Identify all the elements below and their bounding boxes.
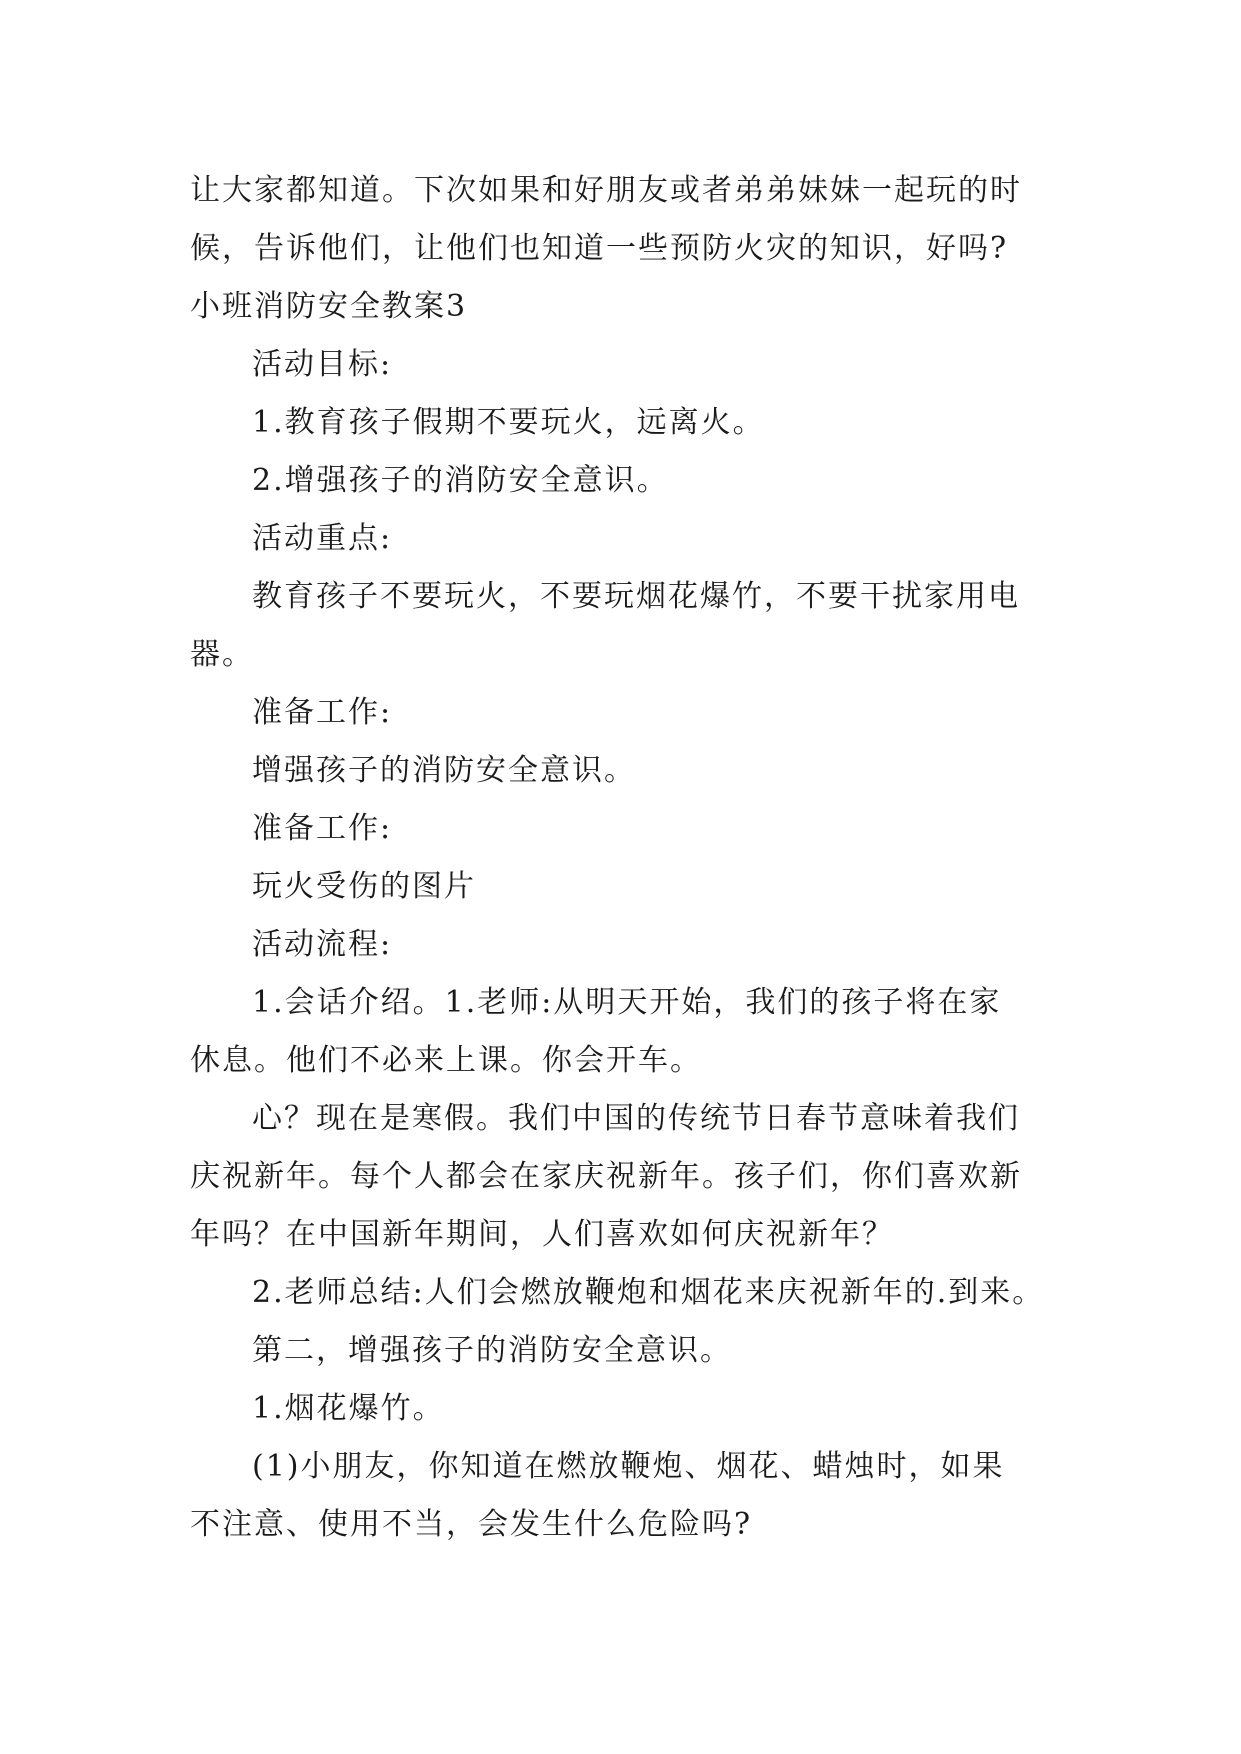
text-line: 准备工作: xyxy=(252,811,393,846)
text-line: 1.教育孩子假期不要玩火，远离火。 xyxy=(252,405,765,440)
text-line: 玩火受伤的图片 xyxy=(252,869,476,904)
text-line: 增强孩子的消防安全意识。 xyxy=(252,753,636,788)
text-line: 小班消防安全教案3 xyxy=(190,289,468,324)
text-line: 候，告诉他们，让他们也知道一些预防火灾的知识，好吗? xyxy=(190,231,1009,266)
text-line: 心？现在是寒假。我们中国的传统节日春节意味着我们 xyxy=(252,1101,1020,1136)
text-line: 活动流程: xyxy=(252,927,393,962)
text-line: 不注意、使用不当，会发生什么危险吗? xyxy=(190,1507,753,1542)
text-line: 器。 xyxy=(190,637,254,672)
text-line: 庆祝新年。每个人都会在家庆祝新年。孩子们，你们喜欢新 xyxy=(190,1159,1022,1194)
text-line: 活动目标: xyxy=(252,347,393,382)
text-line: 让大家都知道。下次如果和好朋友或者弟弟妹妹一起玩的时 xyxy=(190,173,1022,208)
text-line: 1.会话介绍。1.老师:从明天开始，我们的孩子将在家 xyxy=(252,985,1002,1020)
text-line: 2.老师总结:人们会燃放鞭炮和烟花来庆祝新年的.到来。 xyxy=(252,1275,1045,1310)
document-body xyxy=(190,162,1060,1554)
text-line: (1)小朋友，你知道在燃放鞭炮、烟花、蜡烛时，如果 xyxy=(252,1449,1005,1484)
text-line: 活动重点: xyxy=(252,521,393,556)
text-line: 准备工作: xyxy=(252,695,393,730)
text-line: 年吗？在中国新年期间，人们喜欢如何庆祝新年？ xyxy=(190,1217,894,1252)
text-line: 2.增强孩子的消防安全意识。 xyxy=(252,463,669,498)
text-line: 教育孩子不要玩火，不要玩烟花爆竹，不要干扰家用电 xyxy=(252,579,1020,614)
text-line: 休息。他们不必来上课。你会开车。 xyxy=(190,1043,702,1078)
text-line: 第二，增强孩子的消防安全意识。 xyxy=(252,1333,732,1368)
text-line: 1.烟花爆竹。 xyxy=(252,1391,445,1426)
